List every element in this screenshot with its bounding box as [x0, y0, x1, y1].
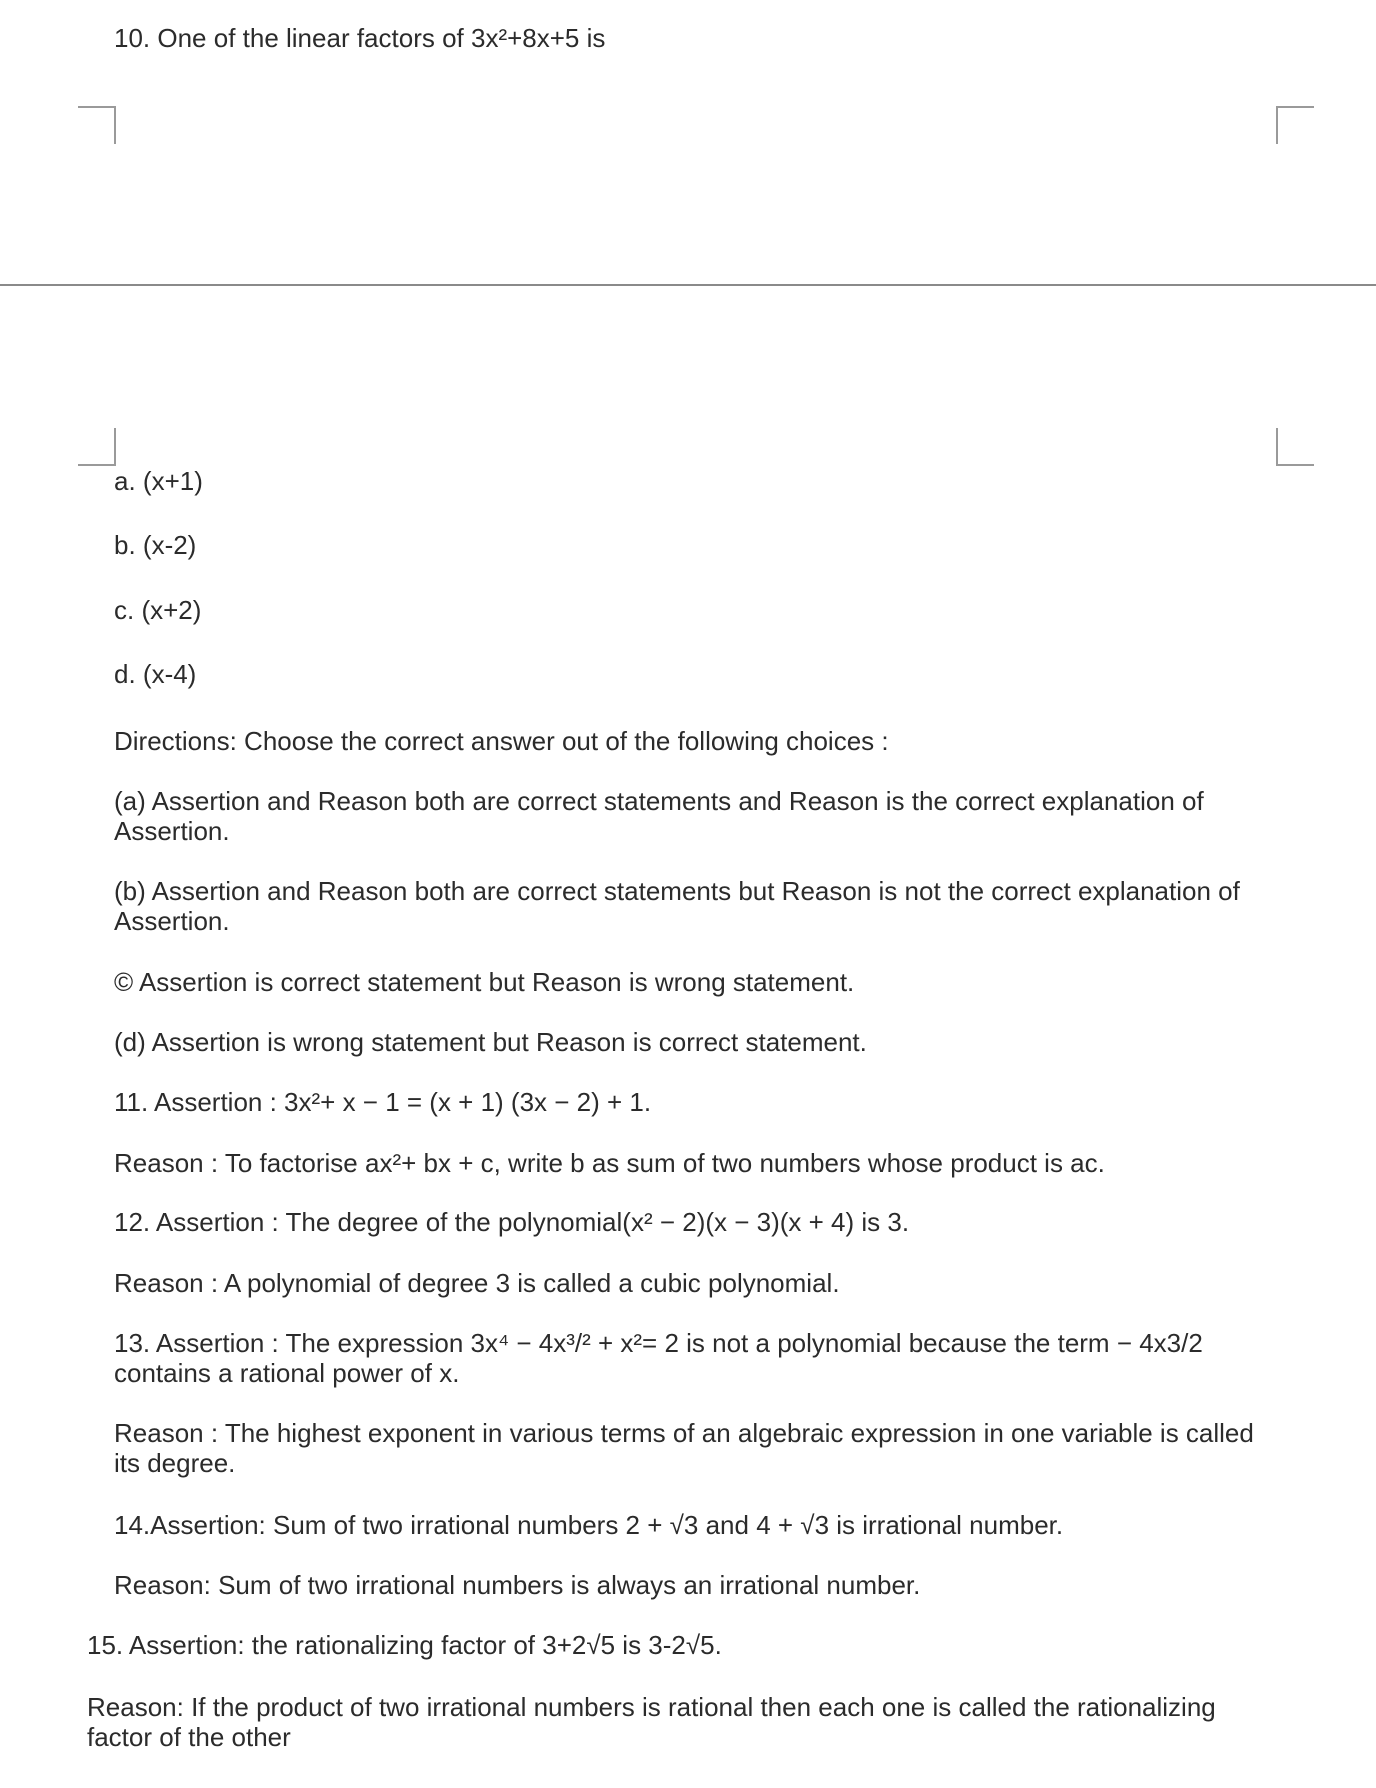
q10-option-b: b. (x-2) [114, 530, 197, 560]
q13-reason: Reason : The highest exponent in various terms of an algebraic expression in one variable is called its degree. [114, 1418, 1254, 1478]
crop-mark-bottom-left [78, 428, 116, 466]
q11-reason: Reason : To factorise ax²+ bx + c, write b as sum of two numbers whose product is ac. [114, 1148, 1105, 1178]
q15-assertion: 15. Assertion: the rationalizing factor of 3+2√5 is 3-2√5. [87, 1630, 722, 1660]
q10-stem: 10. One of the linear factors of 3x²+8x+5 is [114, 23, 606, 53]
direction-choice-c: © Assertion is correct statement but Reason is wrong statement. [114, 967, 855, 997]
q10-option-a: a. (x+1) [114, 466, 203, 496]
direction-choice-a: (a) Assertion and Reason both are correct statements and Reason is the correct explanation of Assertion. [114, 786, 1204, 846]
q14-assertion: 14.Assertion: Sum of two irrational numbers 2 + √3 and 4 + √3 is irrational number. [114, 1510, 1064, 1540]
q14-reason: Reason: Sum of two irrational numbers is always an irrational number. [114, 1570, 921, 1600]
q11-assertion: 11. Assertion : 3x²+ x − 1 = (x + 1) (3x − 2) + 1. [114, 1087, 652, 1117]
crop-mark-bottom-right [1276, 428, 1314, 466]
direction-choice-d: (d) Assertion is wrong statement but Reason is correct statement. [114, 1027, 867, 1057]
page-divider [0, 284, 1376, 286]
q12-reason: Reason : A polynomial of degree 3 is called a cubic polynomial. [114, 1268, 840, 1298]
q13-assertion: 13. Assertion : The expression 3x⁴ − 4x³/² + x²= 2 is not a polynomial because the term − 4x3/2 contains a rational power of x. [114, 1328, 1203, 1388]
directions-heading: Directions: Choose the correct answer out of the following choices : [114, 726, 889, 756]
q10-option-d: d. (x-4) [114, 659, 197, 689]
crop-mark-top-right [1276, 106, 1314, 144]
q12-assertion: 12. Assertion : The degree of the polynomial(x² − 2)(x − 3)(x + 4) is 3. [114, 1207, 910, 1237]
direction-choice-b: (b) Assertion and Reason both are correct statements but Reason is not the correct explanation of Assertion. [114, 876, 1240, 936]
q10-option-c: c. (x+2) [114, 595, 202, 625]
crop-mark-top-left [78, 106, 116, 144]
q15-reason: Reason: If the product of two irrational numbers is rational then each one is called the rationalizing factor of the other [87, 1692, 1216, 1752]
